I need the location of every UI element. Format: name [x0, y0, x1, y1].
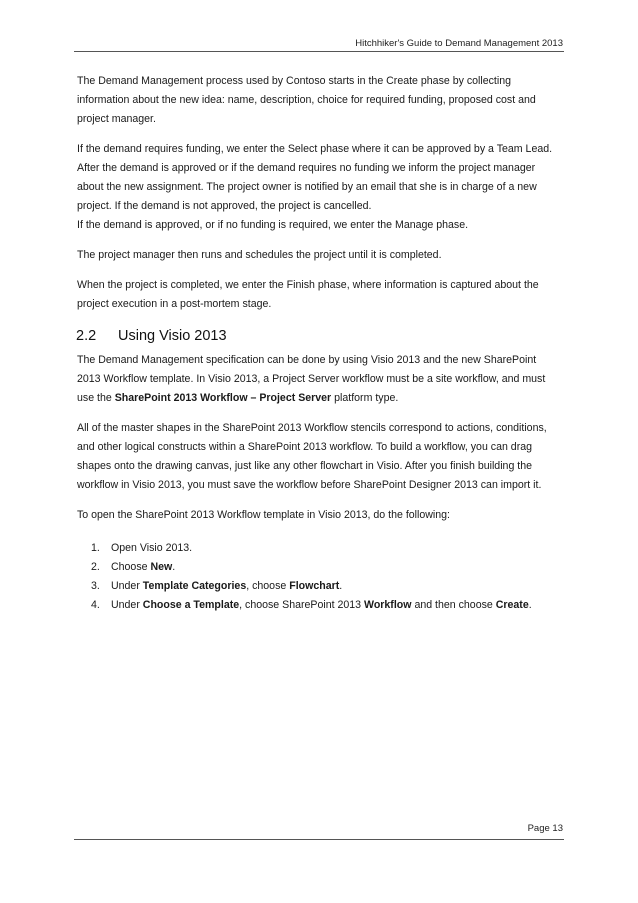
text-line: project manager.: [77, 113, 156, 125]
text-run: Choose: [111, 561, 151, 573]
list-text: [111, 558, 175, 577]
section-number: 2.2: [76, 328, 97, 344]
text-run: Under: [111, 580, 143, 592]
steps-list: [77, 539, 567, 615]
list-text: [111, 577, 342, 596]
running-header: Hitchhiker's Guide to Demand Management 2013: [355, 38, 563, 49]
text-line: [77, 389, 567, 408]
text-run: use the: [77, 392, 115, 404]
text-line: When the project is completed, we enter the Finish phase, where information is captured about the: [77, 279, 539, 291]
bold-term: New: [150, 561, 173, 573]
bold-term: Choose a Template: [142, 599, 240, 611]
text-line: 2013 Workflow template. In Visio 2013, a Project Server workflow must be a site workflow, and must: [77, 373, 546, 385]
list-number: 4.: [91, 599, 100, 611]
section-title: Using Visio 2013: [118, 328, 227, 344]
paragraph-visio-spec: [77, 351, 567, 408]
list-item: [77, 539, 567, 558]
text-line: All of the master shapes in the SharePoint 2013 Workflow stencils correspond to actions, conditions,: [77, 422, 547, 434]
paragraph-create-phase: [77, 72, 567, 129]
text-line: If the demand is approved, or if no funding is required, we enter the Manage phase.: [77, 219, 469, 231]
text-run: , choose SharePoint 2013: [239, 599, 365, 611]
list-item: [77, 558, 567, 577]
paragraph-manage-phase: [77, 246, 567, 265]
bold-term: Create: [495, 599, 529, 611]
text-line: project. If the demand is not approved, the project is cancelled.: [77, 200, 372, 212]
bold-term: Workflow: [364, 599, 412, 611]
paragraph-select-phase: [77, 140, 567, 235]
text-line: shapes onto the drawing canvas, just like any other flowchart in Visio. After you finish building the: [77, 460, 533, 472]
platform-type-name: SharePoint 2013 Workflow – Project Server: [114, 392, 332, 404]
paragraph-master-shapes: [77, 419, 567, 495]
list-number: 1.: [91, 542, 100, 554]
text-run: , choose: [246, 580, 290, 592]
page-number: Page 13: [527, 823, 563, 834]
list-text: [111, 596, 532, 615]
text-run: platform type.: [331, 392, 399, 404]
text-run: and then choose: [411, 599, 496, 611]
text-run: .: [528, 599, 532, 611]
text-line: The project manager then runs and schedules the project until it is completed.: [77, 249, 442, 261]
header-divider: [74, 51, 564, 52]
list-text: Open Visio 2013.: [111, 542, 193, 554]
text-line: The Demand Management process used by Contoso starts in the Create phase by collecting: [77, 75, 511, 87]
text-line: information about the new idea: name, description, choice for required funding, proposed cost and: [77, 94, 536, 106]
text-line: project execution in a post-mortem stage.: [77, 298, 272, 310]
footer-divider: [74, 839, 564, 840]
list-item: [77, 596, 567, 615]
text-line: If the demand requires funding, we enter the Select phase where it can be approved by a Team Lead.: [77, 143, 553, 155]
text-line: To open the SharePoint 2013 Workflow template in Visio 2013, do the following:: [77, 509, 450, 521]
text-line: about the new assignment. The project owner is notified by an email that she is in charge of a new: [77, 181, 537, 193]
bold-term: Flowchart: [289, 580, 340, 592]
bold-term: Template Categories: [142, 580, 247, 592]
text-run: Under: [111, 599, 143, 611]
section-heading: [76, 325, 567, 347]
text-run: .: [172, 561, 176, 573]
text-run: .: [339, 580, 343, 592]
page-body: [77, 72, 567, 615]
text-line: and other logical constructs within a SharePoint 2013 workflow. To build a workflow, you can drag: [77, 441, 533, 453]
text-line: The Demand Management specification can be done by using Visio 2013 and the new SharePoint: [77, 354, 537, 366]
list-item: [77, 577, 567, 596]
paragraph-open-template: [77, 506, 567, 525]
text-line: workflow in Visio 2013, you must save the workflow before SharePoint Designer 2013 can import it.: [77, 479, 542, 491]
text-line: After the demand is approved or if the demand requires no funding we inform the project manager: [77, 162, 536, 174]
list-number: 3.: [91, 580, 100, 592]
paragraph-finish-phase: [77, 276, 567, 314]
list-number: 2.: [91, 561, 100, 573]
